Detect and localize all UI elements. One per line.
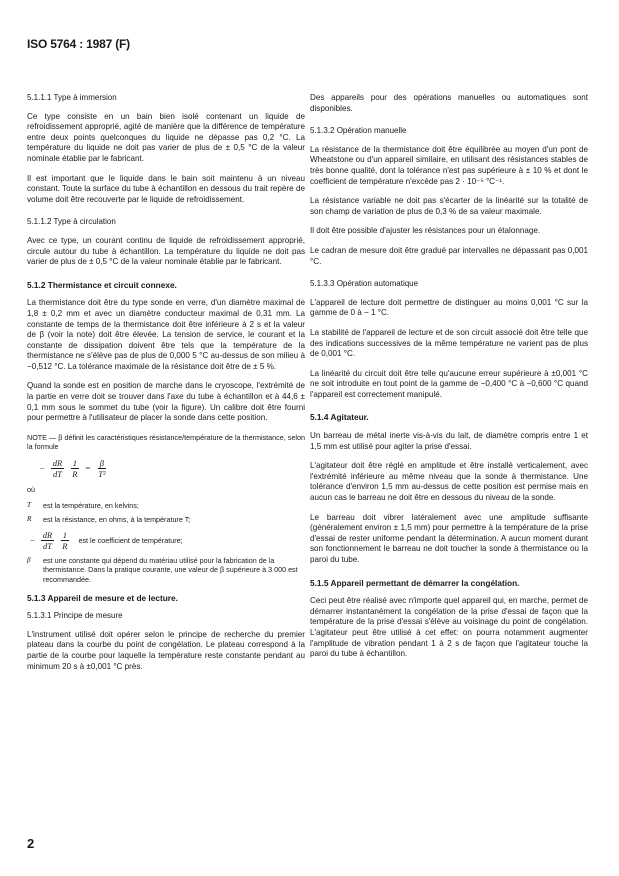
note-intro: NOTE — β définit les caractéristiques résistance/température de la thermistance, selon la formule <box>27 432 305 452</box>
paragraph: Ce type consiste en un bain bien isolé contenant un liquide de refroidissement approprié, agité de manière que la différence de température entre deux points quelconques du liquide ne dépasse pas 0,2 °C. La température du liquide ne doit pas varier de plus de ± 0,5 °C de la valeur nominale établie par le fabricant. <box>27 111 305 163</box>
document-header: ISO 5764 : 1987 (F) <box>27 37 130 51</box>
paragraph: Quand la sonde est en position de marche dans le cryoscope, l'extrémité de la partie en verre doit se trouver dans l'axe du tube à échantillon et à 44,6 ± 0,1 mm sous le sommet du tube (voir la figure). Un calibre doit être fourni pour permettre à l'utilisateur de placer la sonde dans cette position. <box>27 381 305 423</box>
section-heading: 5.1.5 Appareil permettant de démarrer la congélation. <box>310 577 520 588</box>
left-column <box>27 93 305 681</box>
section-heading: 5.1.2 Thermistance et circuit connexe. <box>27 279 177 290</box>
definition-R: R est la résistance, en ohms, à la température T; <box>27 515 191 525</box>
paragraph: L'agitateur doit être réglé en amplitude et être installé verticalement, avec l'extrémité inférieure au même niveau que la sonde à thermistance. Une tolérance d'environ 1,5 mm au-dessus de cette position est permise mais en aucun cas le barreau ne doit être en dessous du niveau de la sonde. <box>310 461 588 503</box>
paragraph: Des appareils pour des opérations manuelles ou automatiques sont disponibles. <box>310 93 588 113</box>
beta-formula: − $\frac{dR}{dT}$ $\frac{1}{R}$ = $\frac{\beta}{\text{T²}}$ <box>40 458 106 480</box>
right-column <box>310 93 588 669</box>
section-heading: 5.1.3.2 Opération manuelle <box>310 126 407 136</box>
paragraph: Avec ce type, un courant continu de liquide de refroidissement approprié, circule autour du tube à échantillon. La température du liquide ne doit pas varier de plus de ± 0,5 °C de la valeur nominale établie par le fabricant. <box>27 235 305 267</box>
paragraph: Le cadran de mesure doit être gradué par intervalles ne dépassant pas 0,001 °C. <box>310 245 588 266</box>
paragraph: La résistance de la thermistance doit être équilibrée au moyen d'un pont de Wheatstone ou d'un appareil similaire, en utilisant des résistances stables de très bonne qualité, dont la tolérance n'est pas supérieure à ± 10 % et dont le coefficient de température n'excède pas 2 · 10⁻⁵ °C⁻¹. <box>310 144 588 186</box>
paragraph: Il est important que le liquide dans le bain soit maintenu à un niveau constant. Toute la surface du tube à échantillon en dessous du trait repère de volume doit être recouverte par le liquide de refroidissement. <box>27 173 305 204</box>
section-heading: 5.1.4 Agitateur. <box>310 412 369 423</box>
paragraph: L'instrument utilisé doit opérer selon le principe de recherche du premier plateau dans la courbe du point de congélation. Le plateau correspond à la partie de la courbe pour laquelle la température reste constante pendant au minimum 20 s à ±0,001 °C près. <box>27 629 305 671</box>
paragraph: La linéarité du circuit doit être telle qu'aucune erreur supérieure à ±0,001 °C ne soit introduite en tout point de la gamme de −0,400 °C à −0,600 °C quand l'appareil est correctement manipulé. <box>310 368 588 399</box>
definition-T: T est la température, en kelvins; <box>27 500 139 510</box>
section-heading: 5.1.3 Appareil de mesure et de lecture. <box>27 592 178 603</box>
paragraph: La thermistance doit être du type sonde en verre, d'un diamètre maximal de 1,8 ± 0,2 mm et avec un diamètre conducteur maximal de 0,31 mm. La constante de temps de la thermistance doit être inférieure à 2 s et la valeur de β (voir la note) doit être élevée. La tension de service, le courant et la constante de dissipation doivent être tels que la température de la thermistance ne s'élève pas de plus de 0,000 5 °C au-dessus de son milieu à −0,512 °C. La tolérance maximale de la résistance doit être de ± 5 %. <box>27 298 305 371</box>
paragraph: Ceci peut être réalisé avec n'importe quel appareil qui, en marche, permet de démarrer instantanément la congélation de la prise d'essai de façon que la température de la prise d'essai s'élève au voisinage du point de congélation. L'agitateur peut être utilisé à cet effet: on pourra notamment augmenter l'amplitude de vibration pendant 1 à 2 s de façon que l'agitateur touche la paroi du tube à échantillon. <box>310 596 588 659</box>
ou-label: où <box>27 485 35 495</box>
paragraph: Un barreau de métal inerte vis-à-vis du lait, de diamètre compris entre 1 et 1,5 mm est utilisé pour agiter la prise d'essai. <box>310 431 588 451</box>
section-heading: 5.1.3.3 Opération automatique <box>310 279 419 289</box>
paragraph: La stabilité de l'appareil de lecture et de son circuit associé doit être telle que des indications successives de la même température ne varient pas de plus de 0,001 °C. <box>310 327 588 359</box>
definition-beta: β est une constante qui dépend du matériau utilisé pour la fabrication de la thermistance. Dans la pratique courante, une valeur de β supérieure à 3 000 est recommandée. <box>27 555 298 584</box>
note-block <box>27 433 305 585</box>
paragraph: Il doit être possible d'ajuster les résistances pour un étalonnage. <box>310 226 541 236</box>
definition-coefficient: − $\frac{dR}{dT}$ $\frac{1}{R}$ est le coefficient de température; <box>30 529 183 551</box>
section-heading: 5.1.1.2 Type à circulation <box>27 217 116 227</box>
section-heading: 5.1.3.1 Principe de mesure <box>27 611 123 621</box>
paragraph: La résistance variable ne doit pas s'écarter de la linéarité sur la totalité de son champ de variation de plus de 0,3 % de sa valeur maximale. <box>310 196 588 216</box>
paragraph: Le barreau doit vibrer latéralement avec une amplitude suffisante (généralement environ ± 1,5 mm) pour permettre à la température de la prise d'essai de rester uniforme pendant la détermination. A aucun moment durant son fonctionnement le barreau ne doit toucher la sonde à thermistance ou la paroi du tube. <box>310 512 588 564</box>
section-heading: 5.1.1.1 Type à immersion <box>27 93 117 102</box>
paragraph: L'appareil de lecture doit permettre de distinguer au moins 0,001 °C sur la gamme de 0 à − 1 °C. <box>310 297 588 318</box>
page-number: 2 <box>27 836 35 851</box>
